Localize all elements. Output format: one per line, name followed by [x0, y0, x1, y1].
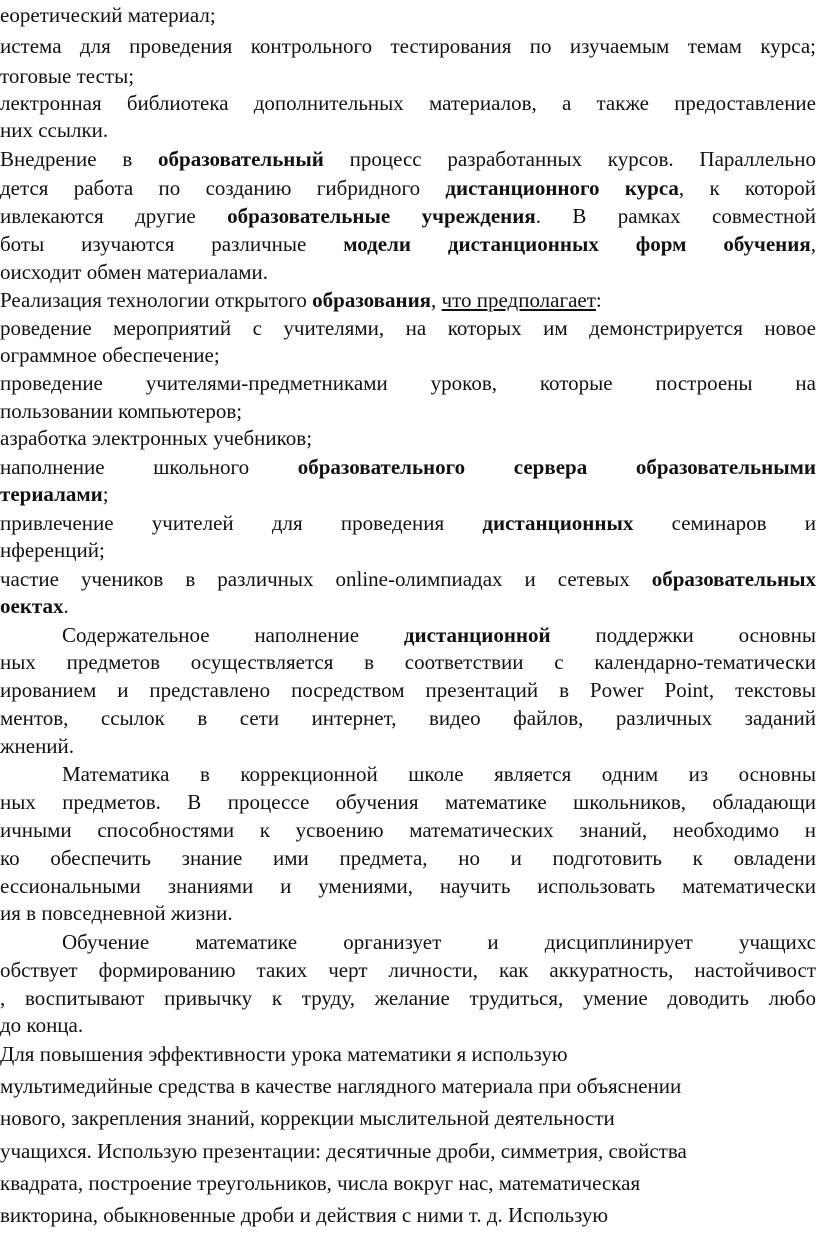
- paragraph-line: нового, закрепления знаний, коррекции мыслительной деятельности: [0, 1106, 615, 1130]
- paragraph-line: ия в повседневной жизни.: [0, 901, 233, 925]
- highlight-term: териалами: [0, 482, 103, 506]
- list-line: ограммное обеспечение;: [0, 343, 220, 367]
- paragraph-line: дется работа по созданию гибридного дистанционного курса, к которой: [0, 176, 816, 200]
- paragraph-line: мультимедийные средства в качестве наглядного материала при объяснении: [0, 1074, 682, 1098]
- list-line: териалами;: [0, 482, 109, 506]
- underlined-link-text[interactable]: что предполагает: [441, 288, 596, 312]
- highlight-term: дистанционного курса: [445, 176, 679, 200]
- highlight-term: образования: [312, 288, 432, 312]
- paragraph-line: Реализация технологии открытого образования, что предполагает:: [0, 288, 602, 312]
- paragraph-line: ичными способностями к усвоению математических знаний, необходимо н: [0, 818, 816, 842]
- list-line: привлечение учителей для проведения дистанционных семинаров и: [0, 511, 816, 535]
- paragraph-line: обствует формированию таких черт личности, как аккуратность, настойчивост: [0, 958, 816, 982]
- paragraph-line: до конца.: [0, 1013, 84, 1037]
- paragraph-line: квадрата, построение треугольников, числа вокруг нас, математическая: [0, 1171, 641, 1195]
- text-line: тоговые тесты;: [0, 64, 135, 88]
- paragraph-line: жнений.: [0, 734, 75, 758]
- highlight-term: образовательных: [651, 567, 816, 591]
- paragraph-line: ко обеспечить знание ими предмета, но и подготовить к овладени: [0, 846, 816, 870]
- text-line: истема для проведения контрольного тестирования по изучаемым темам курса;: [0, 34, 816, 58]
- list-line: оектах.: [0, 594, 69, 618]
- highlight-term: модели дистанционных форм обучения: [343, 232, 811, 256]
- highlight-term: дистанционной: [403, 623, 551, 647]
- list-line: азработка электронных учебников;: [0, 426, 313, 450]
- highlight-term: образовательный: [158, 147, 324, 171]
- paragraph-line: Внедрение в образовательный процесс разработанных курсов. Параллельно: [0, 147, 816, 171]
- paragraph-line: викторина, обыкновенные дроби и действия с ними т. д. Использую: [0, 1203, 609, 1227]
- text-line: них ссылки.: [0, 118, 109, 142]
- paragraph-line: ментов, ссылок в сети интернет, видео файлов, различных заданий: [0, 706, 816, 730]
- paragraph-line: оисходит обмен материалами.: [0, 260, 269, 284]
- text-line: лектронная библиотека дополнительных материалов, а также предоставление: [0, 91, 816, 115]
- paragraph-line: Обучение математике организует и дисциплинирует учащихс: [62, 930, 816, 954]
- paragraph-line: учащихся. Использую презентации: десятичные дроби, симметрия, свойства: [0, 1139, 687, 1163]
- paragraph-line: Математика в коррекционной школе является одним из основны: [62, 762, 816, 786]
- paragraph-line: Содержательное наполнение дистанционной поддержки основны: [62, 623, 816, 647]
- list-line: проведение учителями-предметниками уроков, которые построены на: [0, 371, 816, 395]
- paragraph-line: ных предметов. В процессе обучения математике школьников, обладающи: [0, 790, 816, 814]
- highlight-term: образовательные учреждения: [227, 204, 536, 228]
- highlight-term: дистанционных: [482, 511, 634, 535]
- paragraph-line: ных предметов осуществляется в соответствии с календарно-тематически: [0, 650, 816, 674]
- paragraph-line: , воспитывают привычку к труду, желание трудиться, умение доводить любо: [0, 986, 816, 1010]
- list-line: частие учеников в различных online-олимпиадах и сетевых образовательных: [0, 567, 816, 591]
- paragraph-line: ированием и представлено посредством презентаций в Power Point, текстовы: [0, 678, 816, 702]
- paragraph-line: Для повышения эффективности урока математики я использую: [0, 1042, 568, 1066]
- list-line: пользовании компьютеров;: [0, 399, 243, 423]
- list-line: нференций;: [0, 538, 105, 562]
- paragraph-line: боты изучаются различные модели дистанционных форм обучения,: [0, 232, 816, 256]
- paragraph-line: ивлекаются другие образовательные учреждения. В рамках совместной: [0, 204, 816, 228]
- list-line: наполнение школьного образовательного сервера образовательными: [0, 455, 816, 479]
- text-line: еоретический материал;: [0, 3, 216, 27]
- highlight-term: оектах: [0, 594, 64, 618]
- paragraph-line: ессиональными знаниями и умениями, научить использовать математически: [0, 874, 816, 898]
- list-line: роведение мероприятий с учителями, на которых им демонстрируется новое: [0, 316, 816, 340]
- highlight-term: образовательного сервера образовательными: [297, 455, 816, 479]
